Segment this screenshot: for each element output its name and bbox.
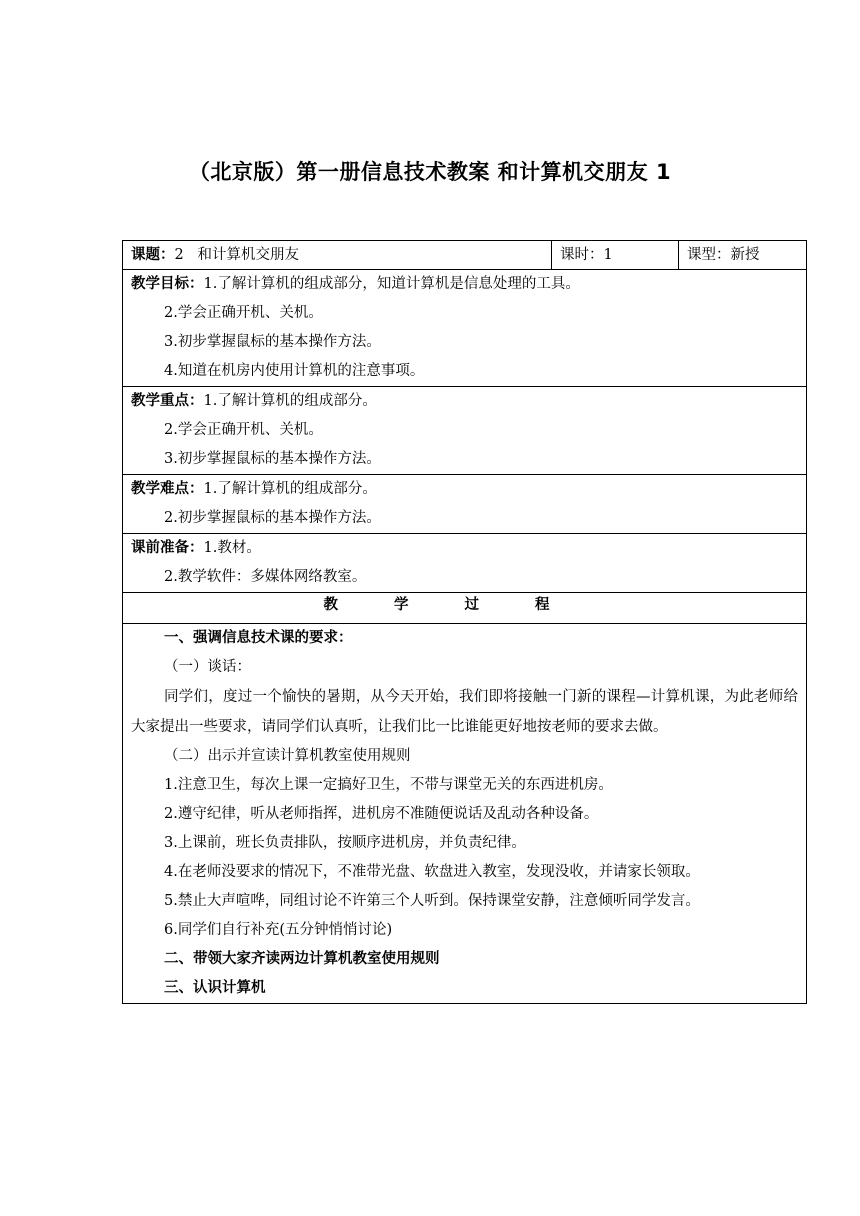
rule-item: 4.在老师没要求的情况下，不准带光盘、软盘进入教室，发现没收，并请家长领取。	[164, 864, 700, 880]
rule-item: 3.上课前，班长负责排队，按顺序进机房，并负责纪律。	[164, 835, 526, 851]
rule-item: 5.禁止大声喧哗，同组讨论不许第三个人听到。保持课堂安静，注意倾听同学发言。	[164, 893, 700, 909]
topic-cell	[123, 241, 552, 270]
key-points-cell	[123, 387, 807, 475]
difficulties-label: 教学难点：	[131, 481, 204, 497]
preparation-item: 2.教学软件：多媒体网络教室。	[164, 569, 367, 585]
header-row	[123, 241, 807, 270]
rule-item: 6.同学们自行补充(五分钟悄悄讨论)	[164, 922, 393, 938]
objectives-cell	[123, 270, 807, 387]
objectives-row	[123, 270, 807, 387]
talk-paragraph: 同学们，度过一个愉快的暑期，从今天开始，我们即将接触一门新的课程—计算机课，为此老师给大家提出一些要求，请同学们认真听，让我们比一比谁能更好地按老师的要求去做。	[131, 689, 798, 735]
difficulty-item: 2.初步掌握鼠标的基本操作方法。	[164, 510, 381, 526]
objective-item: 1.了解计算机的组成部分，知道计算机是信息处理的工具。	[203, 276, 580, 292]
key-point-item: 2.学会正确开机、关机。	[164, 422, 323, 438]
process-row	[123, 624, 807, 1004]
section-heading-2: 二、带领大家齐读两边计算机教室使用规则	[164, 951, 440, 967]
key-points-label: 教学重点：	[131, 393, 204, 409]
rule-item: 1.注意卫生，每次上课一定搞好卫生，不带与课堂无关的东西进机房。	[164, 777, 613, 793]
topic-value: 2 和计算机交朋友	[174, 247, 300, 263]
preparation-item: 1.教材。	[203, 540, 261, 556]
sub-heading-rules: （二）出示并宣读计算机教室使用规则	[164, 748, 411, 764]
objective-item: 3.初步掌握鼠标的基本操作方法。	[164, 334, 381, 350]
section-heading-3: 三、认识计算机	[164, 980, 266, 996]
objective-item: 2.学会正确开机、关机。	[164, 305, 323, 321]
process-cell	[123, 624, 807, 1004]
lesson-plan-table	[122, 240, 807, 1004]
sub-heading-talk: （一）谈话：	[164, 659, 251, 675]
difficulty-item: 1.了解计算机的组成部分。	[203, 481, 377, 497]
objective-item: 4.知道在机房内使用计算机的注意事项。	[164, 363, 425, 379]
key-point-item: 3.初步掌握鼠标的基本操作方法。	[164, 451, 381, 467]
difficulties-row	[123, 475, 807, 534]
preparation-row	[123, 534, 807, 593]
key-points-row	[123, 387, 807, 475]
rule-item: 2.遵守纪律，听从老师指挥，进机房不准随便说话及乱动各种设备。	[164, 806, 599, 822]
type-cell: 课型：新授	[679, 241, 807, 270]
process-header: 教学过程	[123, 593, 807, 624]
process-header-row	[123, 593, 807, 624]
document-title: （北京版）第一册信息技术教案 和计算机交朋友 1	[188, 160, 672, 184]
preparation-cell	[123, 534, 807, 593]
objectives-label: 教学目标：	[131, 276, 204, 292]
key-point-item: 1.了解计算机的组成部分。	[203, 393, 377, 409]
topic-label: 课题：	[131, 247, 175, 263]
hours-cell: 课时：1	[552, 241, 679, 270]
preparation-label: 课前准备：	[131, 540, 204, 556]
difficulties-cell	[123, 475, 807, 534]
section-heading-1: 一、强调信息技术课的要求：	[164, 630, 353, 646]
